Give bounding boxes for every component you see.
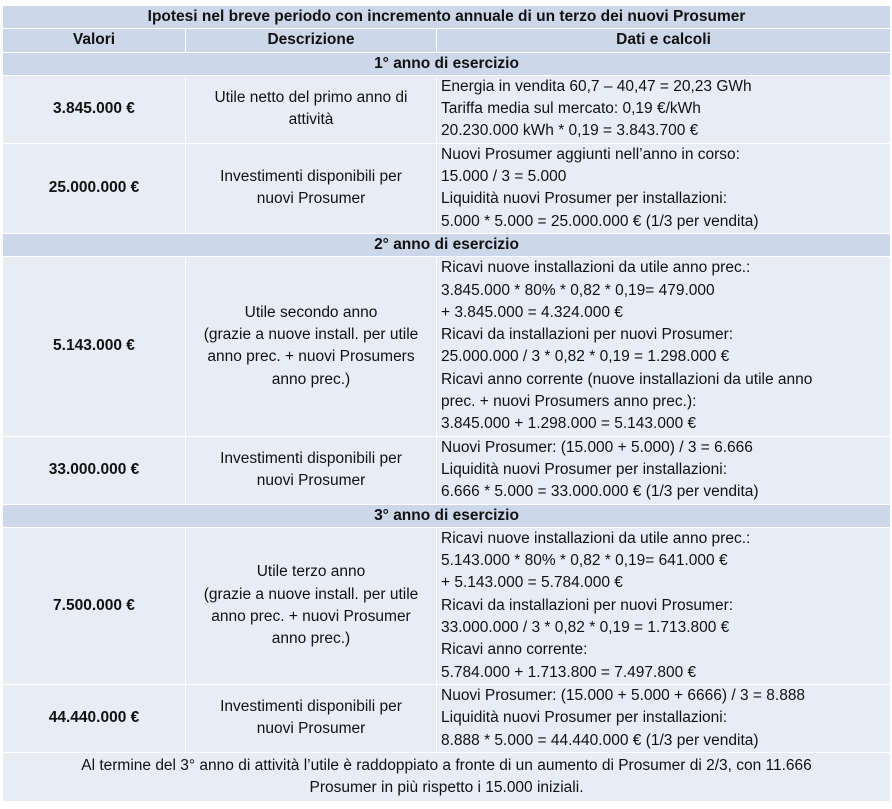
year-row [3,233,891,256]
calculation-cell [437,143,891,233]
table-row [3,143,891,233]
calculation-line: Liquidità nuovi Prosumer per installazioni: [441,190,728,208]
table-row [3,527,891,684]
calculation-line: Liquidità nuovi Prosumer per installazioni: [441,460,728,478]
header-descrizione: Descrizione [186,29,437,52]
calculation-line: 3.845.000 * 80% * 0,82 * 0,19= 479.000 [441,281,715,299]
description-line: anno prec. + nuovi Prosumers [207,348,415,366]
table-row [3,257,891,436]
footer-line: Al termine del 3° anno di attività l’utile è raddoppiato a fronte di un aumento di Prosumer di 2/3, con 11.666 [81,756,812,774]
value-cell: 25.000.000 € [3,143,186,233]
value-cell: 44.440.000 € [3,684,186,752]
description-line: Utile terzo anno [256,563,366,581]
description-line: attività [288,111,334,129]
description-line: (grazie a nuove install. per utile [203,326,419,344]
header-dati-calcoli: Dati e calcoli [437,29,891,52]
calculation-line: Nuovi Prosumer aggiunti nell’anno in corso: [441,145,740,163]
header-row [3,29,891,52]
year-label: 3° anno di esercizio [3,504,891,527]
calculation-line: Ricavi da installazioni per nuovi Prosumer: [441,326,734,344]
year-row [3,52,891,75]
table-row [3,75,891,143]
calculation-cell [437,75,891,143]
description-cell [186,527,437,684]
description-line: (grazie a nuove install. per utile [203,585,419,603]
calculation-line: + 5.143.000 = 5.784.000 € [441,574,623,592]
calculation-line: Tariffa media sul mercato: 0,19 €/kWh [441,100,701,118]
table-title: Ipotesi nel breve periodo con incremento annuale di un terzo dei nuovi Prosumer [3,6,891,29]
footer-note [3,752,891,802]
calculation-cell [437,527,891,684]
calculation-line: prec. + nuovi Prosumers anno prec.): [441,393,697,411]
description-line: anno prec.) [271,630,351,648]
calculation-line: 6.666 * 5.000 = 33.000.000 € (1/3 per vendita) [441,483,759,501]
calculation-line: + 3.845.000 = 4.324.000 € [441,303,623,321]
description-line: Investimenti disponibili per [220,449,402,467]
calculation-line: Energia in vendita 60,7 – 40,47 = 20,23 GWh [441,77,752,95]
description-line: Utile netto del primo anno di [214,89,408,107]
table-row [3,436,891,504]
calculation-cell [437,436,891,504]
description-line: nuovi Prosumer [256,190,366,208]
calculation-line: Nuovi Prosumer: (15.000 + 5.000 + 6666) / 3 = 8.888 [441,686,806,704]
description-line: anno prec.) [271,370,351,388]
value-cell: 7.500.000 € [3,527,186,684]
year-row [3,504,891,527]
description-cell [186,436,437,504]
year-label: 1° anno di esercizio [3,52,891,75]
calculation-line: 25.000.000 / 3 * 0,82 * 0,19 = 1.298.000 € [441,348,730,366]
table-row [3,684,891,752]
calculation-line: 20.230.000 kWh * 0,19 = 3.843.700 € [441,122,699,140]
calculation-line: 5.143.000 * 80% * 0,82 * 0,19= 641.000 € [441,552,728,570]
description-line: Investimenti disponibili per [220,698,402,716]
description-line: anno prec. + nuovi Prosumer [211,607,411,625]
calculation-line: 3.845.000 + 1.298.000 = 5.143.000 € [441,415,697,433]
value-cell: 3.845.000 € [3,75,186,143]
header-valori: Valori [3,29,186,52]
calculation-line: 5.000 * 5.000 = 25.000.000 € (1/3 per vendita) [441,212,759,230]
calculation-line: Nuovi Prosumer: (15.000 + 5.000) / 3 = 6.666 [441,438,753,456]
calculation-line: Liquidità nuovi Prosumer per installazioni: [441,709,728,727]
description-line: nuovi Prosumer [256,472,366,490]
calculation-line: Ricavi nuove installazioni da utile anno prec.: [441,259,751,277]
description-line: Utile secondo anno [244,303,378,321]
calculation-line: 8.888 * 5.000 = 44.440.000 € (1/3 per vendita) [441,731,759,749]
calculation-line: Ricavi anno corrente (nuove installazioni da utile anno [441,370,813,388]
description-line: Investimenti disponibili per [220,168,402,186]
calculation-cell [437,684,891,752]
calculation-cell [437,257,891,436]
calculation-line: Ricavi nuove installazioni da utile anno prec.: [441,529,751,547]
footer-line: Prosumer in più rispetto i 15.000 iniziali. [309,779,584,797]
year-label: 2° anno di esercizio [3,233,891,256]
prosumer-table [2,5,891,802]
description-line: nuovi Prosumer [256,720,366,738]
calculation-line: 33.000.000 / 3 * 0,82 * 0,19 = 1.713.800 € [441,619,730,637]
title-row [3,6,891,29]
description-cell [186,257,437,436]
description-cell [186,75,437,143]
value-cell: 5.143.000 € [3,257,186,436]
footer-row [3,752,891,802]
calculation-line: 5.784.000 + 1.713.800 = 7.497.800 € [441,663,697,681]
calculation-line: 15.000 / 3 = 5.000 [441,168,567,186]
calculation-line: Ricavi anno corrente: [441,641,588,659]
calculation-line: Ricavi da installazioni per nuovi Prosumer: [441,596,734,614]
description-cell [186,684,437,752]
value-cell: 33.000.000 € [3,436,186,504]
description-cell [186,143,437,233]
